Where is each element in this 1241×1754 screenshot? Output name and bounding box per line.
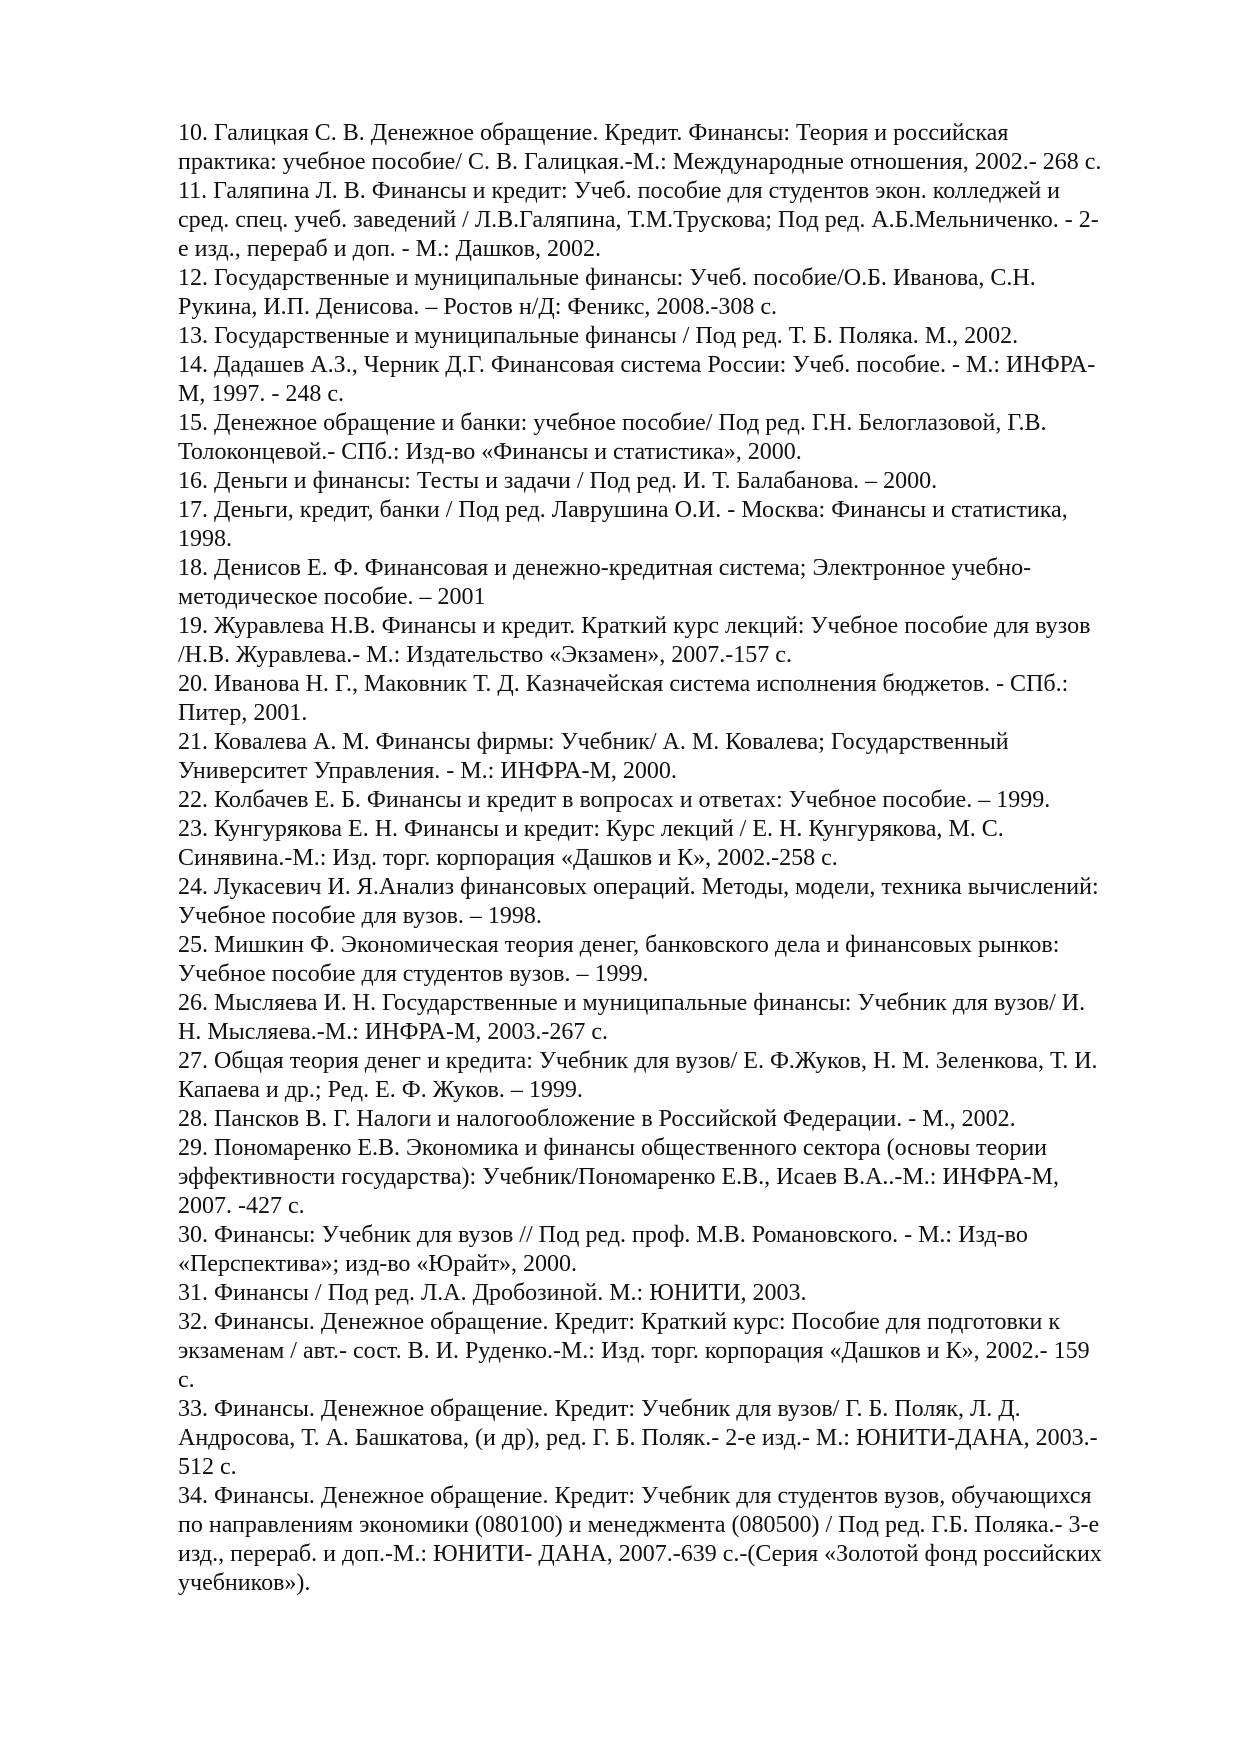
reference-line: Университет Управления. - М.: ИНФРА-М, 2000.	[178, 758, 677, 784]
reference-line: 19. Журавлева Н.В. Финансы и кредит. Краткий курс лекций: Учебное пособие для вузов	[178, 613, 1091, 639]
reference-line: 25. Мишкин Ф. Экономическая теория денег, банковского дела и финансовых рынков:	[178, 932, 1060, 958]
reference-line: Капаева и др.; Ред. Е. Ф. Жуков. – 1999.	[178, 1077, 583, 1103]
reference-line: 15. Денежное обращение и банки: учебное пособие/ Под ред. Г.Н. Белоглазовой, Г.В.	[178, 410, 1047, 436]
reference-entry	[178, 931, 1150, 989]
reference-line: Андросова, Т. А. Башкатова, (и др), ред. Г. Б. Поляк.- 2-е изд.- М.: ЮНИТИ-ДАНА, 2003.-	[178, 1425, 1098, 1451]
reference-line: 29. Пономаренко Е.В. Экономика и финансы общественного сектора (основы теории	[178, 1135, 1048, 1161]
reference-entry	[178, 322, 1150, 351]
reference-line: 23. Кунгурякова Е. Н. Финансы и кредит: Курс лекций / Е. Н. Кунгурякова, М. С.	[178, 816, 1004, 842]
reference-line: изд., перераб. и доп.-М.: ЮНИТИ- ДАНА, 2007.-639 с.-(Серия «Золотой фонд российских	[178, 1541, 1102, 1567]
reference-entry	[178, 728, 1150, 786]
reference-line: экзаменам / авт.- сост. В. И. Руденко.-М.: Изд. торг. корпорация «Дашков и К», 2002.- 159	[178, 1338, 1090, 1364]
reference-line: 32. Финансы. Денежное обращение. Кредит: Краткий курс: Пособие для подготовки к	[178, 1309, 1060, 1335]
reference-entry	[178, 264, 1150, 322]
reference-line: 17. Деньги, кредит, банки / Под ред. Лаврушина О.И. - Москва: Финансы и статистика,	[178, 497, 1068, 523]
reference-line: 20. Иванова Н. Г., Маковник Т. Д. Казначейская система исполнения бюджетов. - СПб.:	[178, 671, 1069, 697]
reference-line: 18. Денисов Е. Ф. Финансовая и денежно-кредитная система; Электронное учебно-	[178, 555, 1032, 581]
reference-line: 27. Общая теория денег и кредита: Учебник для вузов/ Е. Ф.Жуков, Н. М. Зеленкова, Т. И.	[178, 1048, 1098, 1074]
reference-line: Учебное пособие для вузов. – 1998.	[178, 903, 542, 929]
reference-entry	[178, 467, 1150, 496]
reference-line: эффективности государства): Учебник/Пономаренко Е.В., Исаев В.А..-М.: ИНФРА-М,	[178, 1164, 1059, 1190]
reference-entry	[178, 1308, 1150, 1395]
reference-line: по направлениям экономики (080100) и менеджмента (080500) / Под ред. Г.Б. Поляка.- 3-е	[178, 1512, 1100, 1538]
reference-entry	[178, 554, 1150, 612]
reference-line: 512 с.	[178, 1454, 237, 1480]
reference-line: сред. спец. учеб. заведений / Л.В.Галяпина, Т.М.Трускова; Под ред. А.Б.Мельниченко. - 2-	[178, 207, 1099, 233]
reference-entry	[178, 1134, 1150, 1221]
reference-line: 14. Дадашев А.З., Черник Д.Г. Финансовая система России: Учеб. пособие. - М.: ИНФРА-	[178, 352, 1096, 378]
reference-entry	[178, 786, 1150, 815]
reference-entry	[178, 670, 1150, 728]
reference-entry	[178, 612, 1150, 670]
reference-entry	[178, 119, 1150, 177]
reference-entry	[178, 1395, 1150, 1482]
reference-line: Питер, 2001.	[178, 700, 308, 726]
reference-line: 31. Финансы / Под ред. Л.А. Дробозиной. М.: ЮНИТИ, 2003.	[178, 1280, 807, 1306]
reference-entry	[178, 351, 1150, 409]
reference-line: 28. Пансков В. Г. Налоги и налогообложение в Российской Федерации. - М., 2002.	[178, 1106, 1016, 1132]
reference-line: 1998.	[178, 526, 232, 552]
reference-entry	[178, 1482, 1150, 1598]
reference-entry	[178, 496, 1150, 554]
reference-line: 30. Финансы: Учебник для вузов // Под ред. проф. М.В. Романовского. - М.: Изд-во	[178, 1222, 1028, 1248]
reference-entry	[178, 1105, 1150, 1134]
reference-entry	[178, 409, 1150, 467]
reference-entry	[178, 1047, 1150, 1105]
reference-line: /Н.В. Журавлева.- М.: Издательство «Экзамен», 2007.-157 с.	[178, 642, 792, 668]
reference-line: 11. Галяпина Л. В. Финансы и кредит: Учеб. пособие для студентов экон. колледжей и	[178, 178, 1060, 204]
reference-line: практика: учебное пособие/ С. В. Галицкая.-М.: Международные отношения, 2002.- 268 с.	[178, 149, 1102, 175]
reference-line: 26. Мысляева И. Н. Государственные и муниципальные финансы: Учебник для вузов/ И.	[178, 990, 1086, 1016]
reference-entry	[178, 1279, 1150, 1308]
reference-line: Учебное пособие для студентов вузов. – 1999.	[178, 961, 649, 987]
reference-line: с.	[178, 1367, 195, 1393]
reference-line: 24. Лукасевич И. Я.Анализ финансовых операций. Методы, модели, техника вычислений:	[178, 874, 1099, 900]
reference-line: Толоконцевой.- СПб.: Изд-во «Финансы и статистика», 2000.	[178, 439, 802, 465]
reference-line: 13. Государственные и муниципальные финансы / Под ред. Т. Б. Поляка. М., 2002.	[178, 323, 1019, 349]
reference-line: 21. Ковалева А. М. Финансы фирмы: Учебник/ А. М. Ковалева; Государственный	[178, 729, 1009, 755]
reference-line: Синявина.-М.: Изд. торг. корпорация «Дашков и К», 2002.-258 с.	[178, 845, 838, 871]
reference-line: е изд., перераб и доп. - М.: Дашков, 2002.	[178, 236, 601, 262]
reference-entry	[178, 177, 1150, 264]
reference-line: «Перспектива»; изд-во «Юрайт», 2000.	[178, 1251, 578, 1277]
reference-entry	[178, 1221, 1150, 1279]
reference-line: 34. Финансы. Денежное обращение. Кредит: Учебник для студентов вузов, обучающихся	[178, 1483, 1092, 1509]
reference-entry	[178, 989, 1150, 1047]
reference-list	[178, 119, 1150, 1598]
reference-line: 12. Государственные и муниципальные финансы: Учеб. пособие/О.Б. Иванова, С.Н.	[178, 265, 1036, 291]
reference-line: учебников»).	[178, 1570, 311, 1596]
reference-line: 10. Галицкая С. В. Денежное обращение. Кредит. Финансы: Теория и российская	[178, 120, 1009, 146]
reference-line: Рукина, И.П. Денисова. – Ростов н/Д: Феникс, 2008.-308 с.	[178, 294, 778, 320]
reference-line: методическое пособие. – 2001	[178, 584, 486, 610]
reference-line: 2007. -427 с.	[178, 1193, 305, 1219]
reference-line: 22. Колбачев Е. Б. Финансы и кредит в вопросах и ответах: Учебное пособие. – 1999.	[178, 787, 1051, 813]
reference-line: Н. Мысляева.-М.: ИНФРА-М, 2003.-267 с.	[178, 1019, 608, 1045]
reference-entry	[178, 815, 1150, 873]
reference-line: 33. Финансы. Денежное обращение. Кредит: Учебник для вузов/ Г. Б. Поляк, Л. Д.	[178, 1396, 1021, 1422]
reference-line: М, 1997. - 248 с.	[178, 381, 344, 407]
reference-line: 16. Деньги и финансы: Тесты и задачи / Под ред. И. Т. Балабанова. – 2000.	[178, 468, 938, 494]
reference-entry	[178, 873, 1150, 931]
